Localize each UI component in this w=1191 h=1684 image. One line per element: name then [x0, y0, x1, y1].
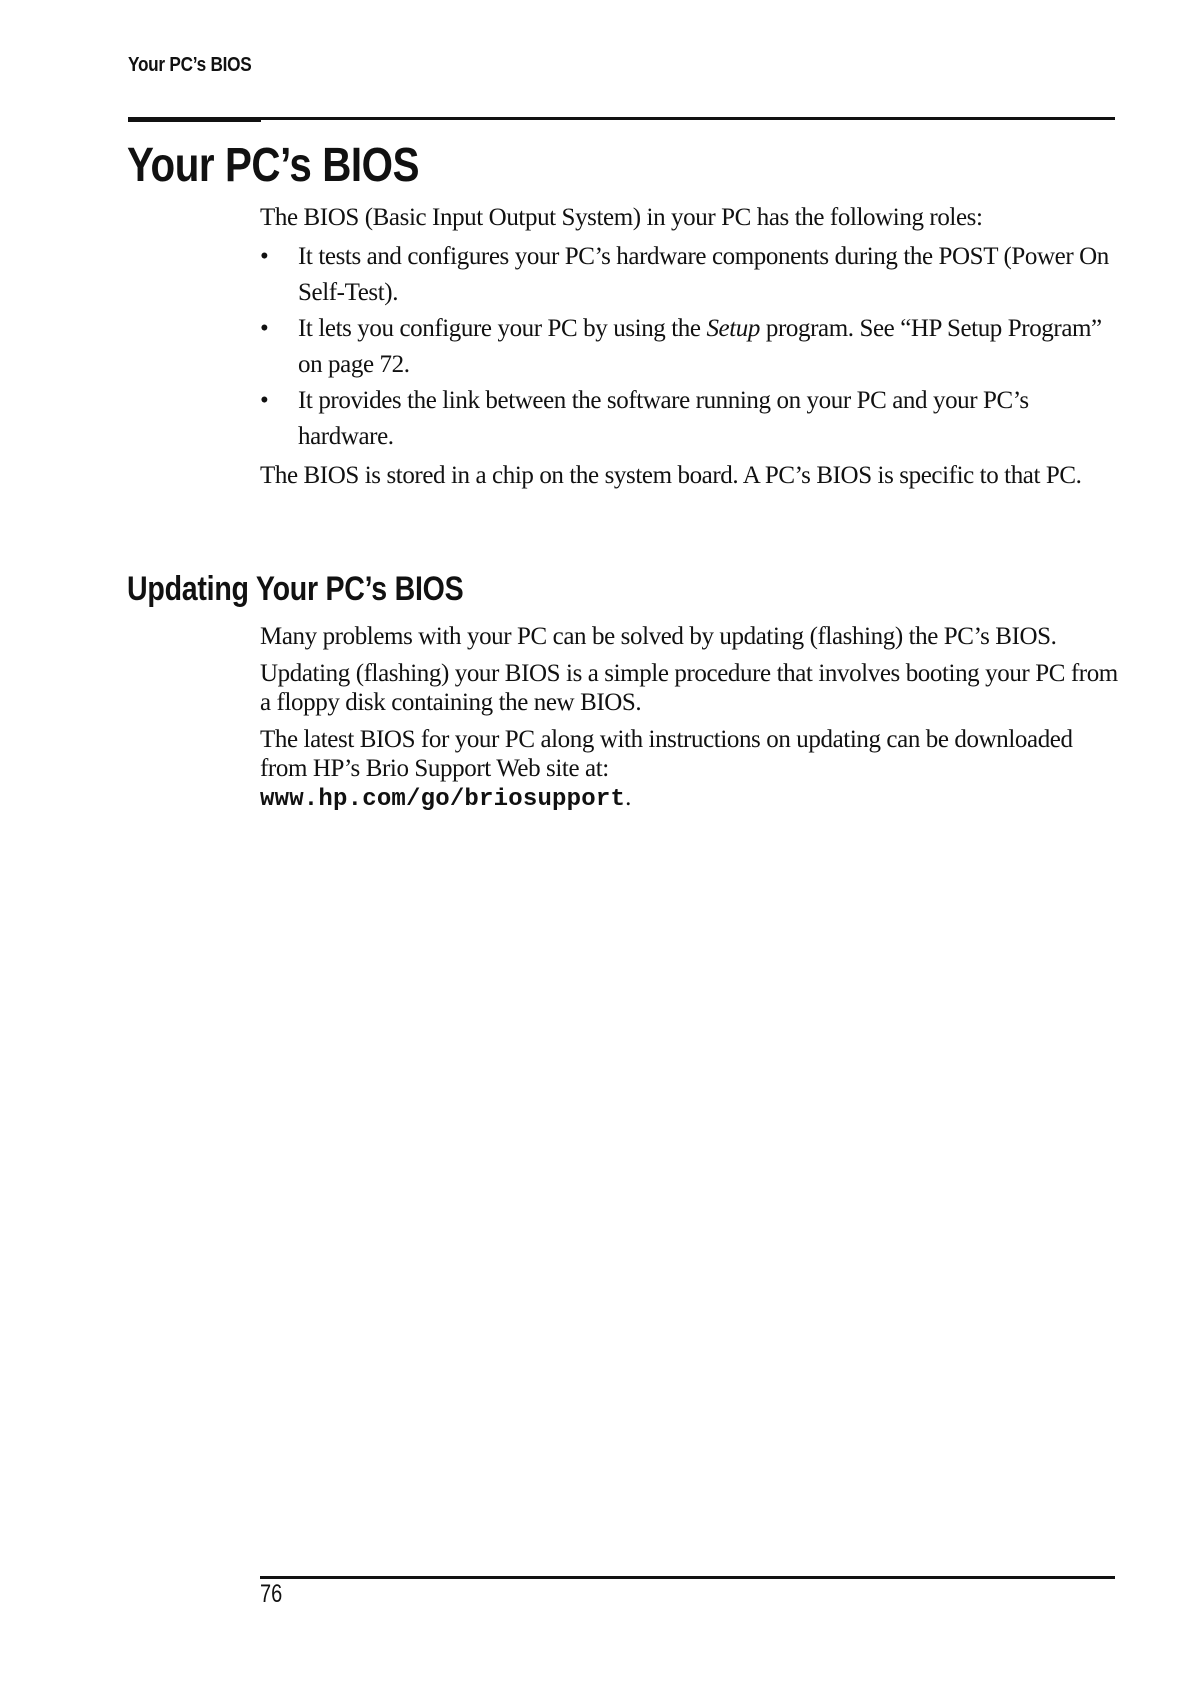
closing-paragraph: The BIOS is stored in a chip on the system board. A PC’s BIOS is specific to that PC.	[260, 462, 1082, 489]
roles-list	[260, 239, 1120, 455]
url-period: .	[625, 784, 631, 811]
header-rule	[128, 117, 1115, 120]
list-item-text-start: It lets you configure your PC by using the	[298, 315, 707, 342]
paragraph: Many problems with your PC can be solved by updating (flashing) the PC’s BIOS.	[260, 623, 1057, 650]
intro-paragraph: The BIOS (Basic Input Output System) in your PC has the following roles:	[260, 204, 983, 231]
page-title: Your PC’s BIOS	[127, 139, 420, 192]
page-number: 76	[260, 1580, 283, 1608]
footer-rule	[260, 1576, 1115, 1579]
bullet-icon: •	[260, 387, 269, 414]
bullet-icon: •	[260, 315, 269, 342]
list-item-text: It tests and configures your PC’s hardware components during the POST (Power On Self-Test).	[298, 243, 1109, 306]
section-bios-roles	[260, 203, 1120, 490]
running-header: Your PC’s BIOS	[128, 54, 252, 76]
list-item	[260, 239, 1120, 311]
paragraph-text: The latest BIOS for your PC along with instructions on updating can be downloaded from HP’s Brio Support Web site at:	[260, 726, 1073, 782]
list-item-text-end: program. See “HP Setup Program” on page 72.	[298, 315, 1102, 378]
header-rule-accent	[128, 117, 261, 122]
list-item	[260, 311, 1120, 383]
list-item-text: It provides the link between the software running on your PC and your PC’s hardware.	[298, 387, 1029, 450]
section-updating-bios	[260, 622, 1120, 814]
bullet-icon: •	[260, 243, 269, 270]
support-url-link[interactable]: www.hp.com/go/briosupport	[260, 786, 626, 813]
setup-program-term: Setup	[706, 315, 760, 342]
paragraph: Updating (flashing) your BIOS is a simple procedure that involves booting your PC from a floppy disk containing the new BIOS.	[260, 660, 1118, 716]
paragraph	[260, 725, 1120, 814]
section-heading-updating: Updating Your PC’s BIOS	[127, 570, 464, 608]
list-item	[260, 383, 1120, 455]
